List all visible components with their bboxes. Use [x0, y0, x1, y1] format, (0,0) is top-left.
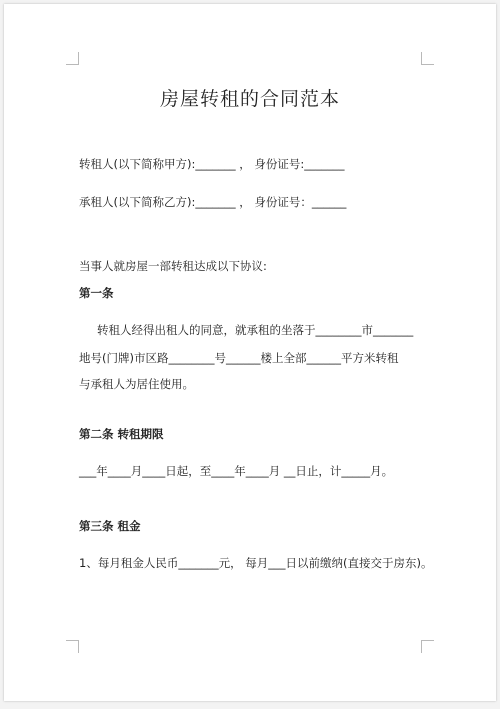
- party-b-line: 承租人(以下简称乙方):_______ ， 身份证号：______: [79, 195, 347, 209]
- margin-mark-bottom-right: [421, 640, 434, 653]
- article-1-line-3: 与承租人为居住使用。: [79, 377, 194, 391]
- margin-mark-top-left: [66, 52, 79, 65]
- article-2-heading: 第二条 转租期限: [79, 427, 164, 441]
- party-a-line: 转租人(以下简称甲方):_______ ， 身份证号:_______: [79, 157, 345, 171]
- article-3-line-1: 1、每月租金人民币_______元， 每月___日以前缴纳(直接交于房东)。: [79, 556, 433, 570]
- article-1-line-1: 转租人经得出租人的同意，就承租的坐落于________市_______: [97, 323, 414, 337]
- margin-mark-top-right: [421, 52, 434, 65]
- document-page: [4, 4, 496, 701]
- document-title: 房屋转租的合同范本: [159, 88, 340, 110]
- article-1-heading: 第一条: [79, 286, 114, 300]
- article-2-line-1: ___年____月____日起，至____年____月 __日止，计_____月。: [79, 464, 394, 478]
- article-3-heading: 第三条 租金: [79, 519, 141, 533]
- margin-mark-bottom-left: [66, 640, 79, 653]
- intro-line: 当事人就房屋一部转租达成以下协议:: [79, 259, 267, 273]
- article-1-line-2: 地号(门牌)市区路________号______楼上全部______平方米转租: [79, 351, 399, 365]
